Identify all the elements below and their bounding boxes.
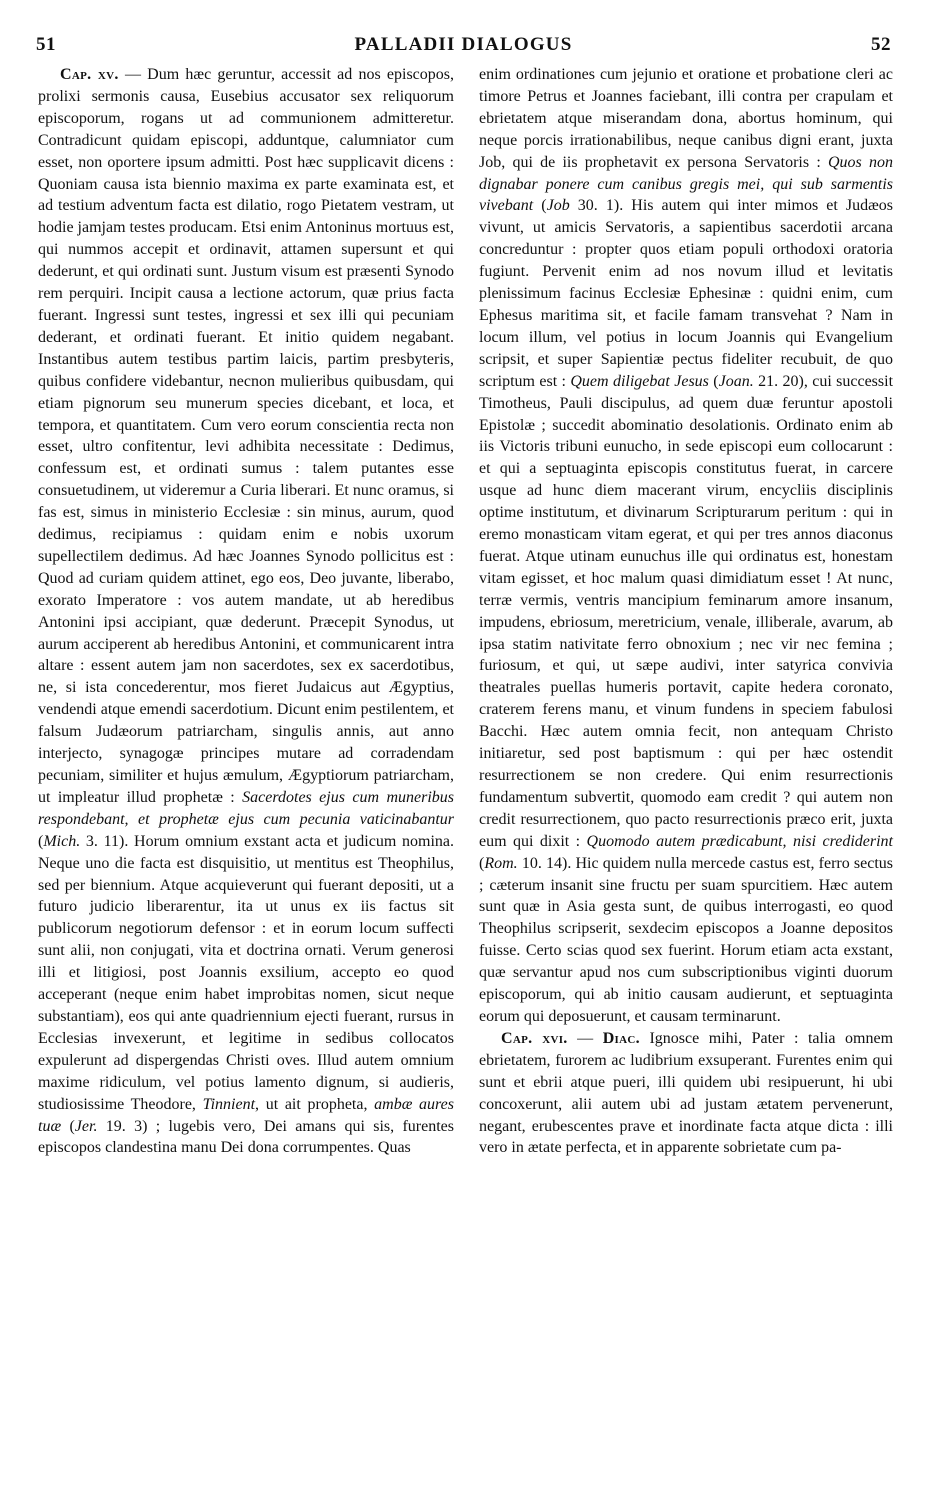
italic-citation: Quem diligebat Jesus bbox=[570, 372, 709, 390]
chapter-xv-paragraph bbox=[38, 64, 454, 1159]
italic-citation: Quos non dignabar ponere cum canibus gregis mei, qui sub sarmentis vivebant bbox=[479, 153, 894, 215]
text-run: 30. 1). His autem qui inter mimos et Judæos vivunt, ut amicis Servatoris, a sapientibus sacerdotii arcana concreduntur : propter quos etiam populi orthodoxi oratoria fugiunt. Pervenit enim ad nos novum illud et levitatis plenissimum facinus Ecclesiæ Ephesinæ : quidni enim, cum Ephesus maritima sit, et facile famam transvehat ? Nam in locum illum, vel potius in locum Joannis qui Evangelium scripsit, et super Sapientiæ pectus fideliter recubuit, de quo scriptum est : bbox=[479, 197, 893, 390]
left-column bbox=[38, 64, 454, 1159]
text-run: 3. 11). Horum omnium exstant acta et judicum nomina. Neque uno die facta est disquisitio, ut mentitus est Theophilus, sed per biennium. Atque acquieverunt qui fuerant depositi, ut a futuro judicio liberarentur, ita ut unus ex iis factus sit publicorum negotiorum defensor : et in eorum locum suffecti sunt alii, non conjugati, vita et doctrina ornati. Verum generosi illi et litigiosi, post Joannis exsilium, accepto eo quod acceperant (neque enim habet improbitas nomen, sicut neque substantiam), eos qui ante quadriennium ejecti fuerant, rursus in Ecclesias invexerunt, et legitime in sedibus collocatos expulerunt ad dispergendas Christi oves. Illud autem omnium maxime ridiculum, vel potius lamento dignum, si audieris, studiosissime Theodore, bbox=[38, 832, 454, 1113]
chapter-label: Diac. bbox=[602, 1029, 640, 1047]
italic-citation: ambæ aures tuæ bbox=[38, 1095, 454, 1135]
text-run: ( bbox=[479, 854, 485, 872]
chapter-xvi-paragraph bbox=[479, 1028, 893, 1159]
text-run: 10. 14). Hic quidem nulla mercede castus est, ferro sectus ; cæterum insanit sine fructu per suam spurcitiem. Hæc autem sunt quæ in Asia gesta sunt, de quibus interrogasti, eo quod Theophilus scripserit, sexdecim episcopos a Joanne depositos fuisse. Certo scias quod sex fuerint. Horum etiam acta exstant, quæ servantur apud nos cum subscriptionibus viginti duorum episcoporum, qui ab initio causam audierunt, et septuaginta eorum qui deposuerunt, et causam terminarunt. bbox=[479, 854, 893, 1025]
page-number-left: 51 bbox=[36, 34, 56, 55]
text-run: ( bbox=[61, 1117, 75, 1135]
text-run: , ut ait propheta, bbox=[255, 1095, 375, 1113]
text-run: ( bbox=[708, 372, 719, 390]
text-run: ( bbox=[38, 832, 44, 850]
right-column bbox=[479, 64, 893, 1159]
text-run: — Dum hæc geruntur, accessit ad nos episcopos, prolixi sermonis causa, Eusebius accusator sex reliquorum episcoporum, rogans ut ad communionem admitteretur. Contradicunt quidam episcopi, adduntque, calumniator cum esset, non oportere ipsum admitti. Post hæc supplicavit dicens : Quoniam causa ista biennio maxima ex parte examinata est, et ad testium adventum facta est dilatio, rogo Pietatem vestram, ut hodie jamjam testes producam. Etsi enim Antoninus mortuus est, qui nummos accepit et ordinavit, attamen supersunt et qui dederunt, et qui ordinati sunt. Justum visum est præsenti Synodo rem perquiri. Incipit causa a lectione actorum, quæ prius facta fuerant. Ingressi sunt testes, ingressi et sex illi qui pecuniam dederant, et ordinati fuerant. Et initio quidem negabant. Instantibus autem testibus partim laicis, partim presbyteris, quibus confidere videbantur, necnon mulieribus quibusdam, qui etiam pignorum seu munerum species dicebant, et loca, et tempora, et quantitatem. Cum vero eorum conscientia recta non esset, ultro confitentur, levi adhibita necessitate : Dedimus, confessum est, et ordinati sumus : talem putantes esse consuetudinem, ut videremur a Curia liberari. Et nunc oramus, si fas est, simus in ministerio Ecclesiæ : sin minus, aurum, quod dedimus, recipiamus : quidam enim e nobis uxorum supellectilem dedimus. Ad hæc Joannes Synodo pollicitus est : Quod ad curiam quidem attinet, ego eos, Deo juvante, liberabo, exorato Imperatore : vos autem mandate, ut ab heredibus Antonini ipsi accipiant, quæ dederunt. Præcepit Synodus, ut aurum acciperent ab heredibus Antonini, et communicarent intra altare : essent autem jam non sacerdotes, sex ex sacerdotibus, ne, si ista concederentur, mos fieret Judaicus aut Ægyptius, vendendi atque emendi sacerdotium. Dicunt enim pestilentem, et falsum Judæorum patriarcham, singulis annis, aut anno interjecto, synagogæ principes mutare ad corradendam pecuniam, similiter et hujus æmulum, Ægyptiorum patriarcham, ut impleatur illud prophetæ : bbox=[38, 66, 454, 806]
chapter-xv-continuation bbox=[479, 64, 893, 1028]
italic-citation: Tinnient bbox=[202, 1095, 256, 1113]
italic-citation: Sacerdotes ejus cum muneribus respondebant, et prophetæ ejus cum pecunia vaticinabantur bbox=[38, 788, 454, 828]
page-number-right: 52 bbox=[871, 34, 891, 55]
running-title: PALLADII DIALOGUS bbox=[354, 34, 573, 55]
chapter-label: Cap. xvi. bbox=[501, 1029, 568, 1047]
text-run: 21. 20), cui successit Timotheus, Pauli discipulus, ad quem duæ feruntur apostoli Epistolæ ; succedit abominatio desolationis. Ordinato enim ab iis Victoris tribuni eunucho, in sede episcopi eum collocarunt : et qui a septuaginta episcopis constitutus fuerat, in carcere usque ad hunc diem macerant virum, encycliis disciplinis optime institutum, et divinarum Scripturarum peritum : qui in eremo monasticam vitam egerat, et qui per tres annos diaconus fuerat. Atque utinam eunuchus ille qui ordinatus est, honestam vitam egisset, et hoc malum quasi dimidiatum esset ! At nunc, terræ vermis, ventris mancipium feminarum amore insanum, impudens, ebriosum, meretricium, venale, illiberale, avarum, ab ipsa statim nativitate ferro obnoxium ; nec vir nec femina ; furiosum, et qui, ut sæpe audivi, inter satyrica convivia theatrales puellas humeris portavit, capite hedera coronato, craterem ferens manu, et vinum fundens in speciem fabulosi Bacchi. Hæc autem omnia fecit, non antequam Christo initiaretur, sed post baptismum : qui per hæc ostendit resurrectionem se non credere. Qui enim resurrectionis fundamentum subvertit, quomodo eam credit ? qui autem non credit resurrectionem, quo pacto resurrectionis præco erit, juxta eum qui dixit : bbox=[479, 372, 894, 850]
text-run: enim ordinationes cum jejunio et oratione et probatione cleri ac timore Petrus et Joannes faciebant, illi contra per crapulam et ebrietatem atque miserandam dona, abortus hominum, qui neque porcis irrationabilibus, neque canibus digni erant, juxta Job, qui de iis prophetavit ex persona Servatoris : bbox=[479, 66, 893, 171]
text-run: — bbox=[567, 1029, 603, 1047]
italic-citation: Quomodo autem prædicabunt, nisi crediderint bbox=[586, 832, 893, 850]
text-run: ( bbox=[533, 197, 547, 215]
italic-citation: Joan. bbox=[718, 372, 754, 390]
italic-citation: Jer. bbox=[74, 1117, 98, 1135]
italic-citation: Job bbox=[546, 197, 570, 215]
italic-citation: Mich. bbox=[43, 832, 81, 850]
page-header bbox=[36, 34, 891, 60]
chapter-label: Cap. xv. bbox=[60, 66, 119, 83]
italic-citation: Rom. bbox=[484, 854, 518, 872]
text-run: Ignosce mihi, Pater : talia omnem ebrietatem, furorem ac ludibrium exsuperant. Furentes enim qui sunt et ebrii atque pueri, illi quidem ubi resipuerunt, hi ubi concoxerunt, alii autem ubi ad justam ætatem pervenerunt, negant, erubescentes prave et inordinate facta atque dicta : illi vero in ætate perfecta, et in apparente sobrietate cum pa- bbox=[479, 1029, 894, 1157]
text-run: 19. 3) ; lugebis vero, Dei amans qui sis, furentes episcopos clandestina manu Dei dona corrumpentes. Quas bbox=[38, 1117, 454, 1157]
